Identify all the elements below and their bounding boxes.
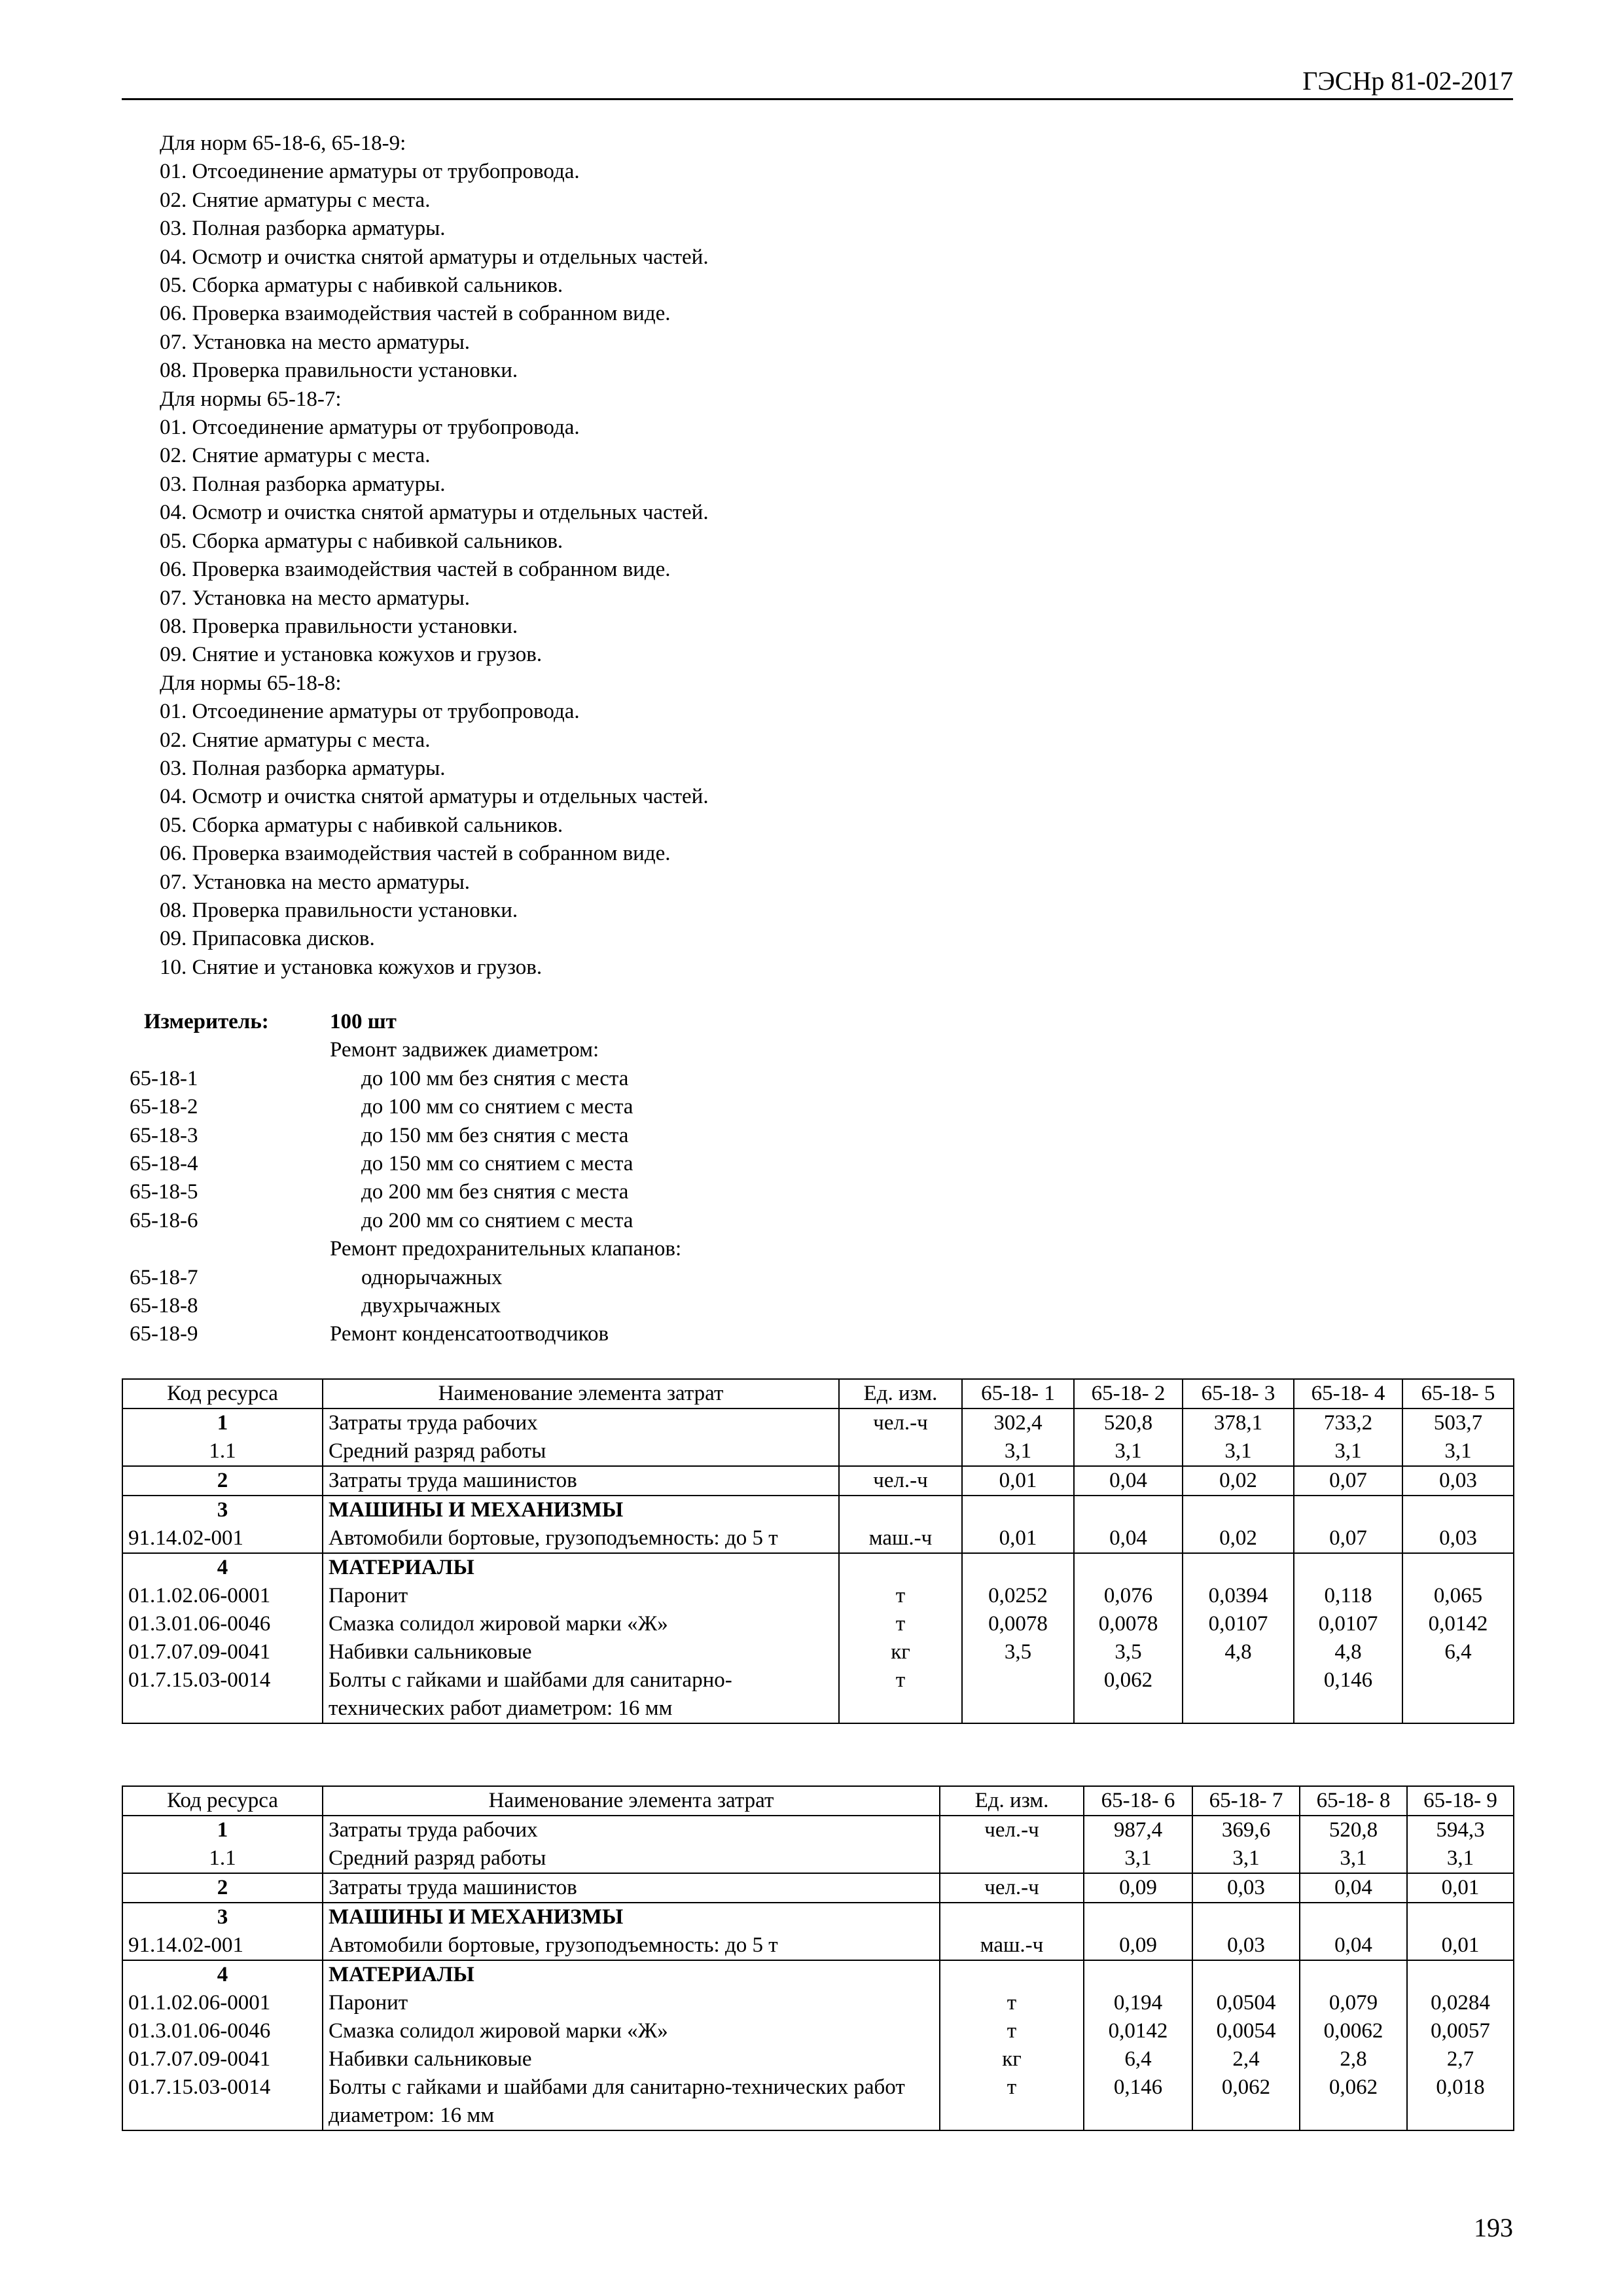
section-title: МАТЕРИАЛЫ xyxy=(323,1960,940,1989)
resource-value: 0,03 xyxy=(1192,1873,1300,1903)
op-line: 02. Снятие арматуры с места. xyxy=(160,444,431,468)
op-line: 03. Полная разборка арматуры. xyxy=(160,472,446,496)
resource-value: 0,0504 xyxy=(1192,1989,1300,2017)
col-header-norm: 65-18- 5 xyxy=(1402,1379,1514,1408)
op-line: 06. Проверка взаимодействия частей в собранном виде. xyxy=(160,558,671,582)
col-header-norm: 65-18- 1 xyxy=(962,1379,1074,1408)
resource-name: Затраты труда машинистов xyxy=(323,1466,839,1496)
resource-code: 3 xyxy=(122,1496,323,1524)
resource-value: 0,0142 xyxy=(1084,2017,1192,2045)
col-header-name: Наименование элемента затрат xyxy=(323,1379,839,1408)
table-row xyxy=(122,1638,1514,1666)
resource-unit: т xyxy=(940,2017,1084,2045)
resource-code: 2 xyxy=(122,1873,323,1903)
resource-unit xyxy=(940,1844,1084,1873)
table-row xyxy=(122,1873,1514,1903)
resource-value: 3,1 xyxy=(1402,1437,1514,1466)
resource-code: 01.3.01.06-0046 xyxy=(122,1610,323,1638)
operations-list xyxy=(160,130,709,982)
norm-code: 65-18-8 xyxy=(130,1293,198,1318)
resource-value: 0,0107 xyxy=(1294,1610,1402,1638)
resource-name: Паронит xyxy=(323,1989,940,2017)
resource-value: 0,146 xyxy=(1084,2073,1192,2130)
resource-unit: т xyxy=(839,1666,962,1723)
resource-value: 0,0062 xyxy=(1300,2017,1407,2045)
table-row xyxy=(122,1816,1514,1844)
resource-value: 3,5 xyxy=(962,1638,1074,1666)
resource-value: 0,04 xyxy=(1300,1931,1407,1960)
col-header-code: Код ресурса xyxy=(122,1786,323,1816)
op-line: Для норм 65-18-6, 65-18-9: xyxy=(160,132,406,155)
resource-name: Набивки сальниковые xyxy=(323,1638,839,1666)
col-header-code: Код ресурса xyxy=(122,1379,323,1408)
table-row xyxy=(122,1466,1514,1496)
resource-table-1 xyxy=(122,1378,1514,1724)
resource-code: 1.1 xyxy=(122,1844,323,1873)
resource-value: 3,5 xyxy=(1074,1638,1183,1666)
resource-value: 0,0054 xyxy=(1192,2017,1300,2045)
doc-code: ГЭСНр 81-02-2017 xyxy=(1302,66,1513,96)
resource-name: Автомобили бортовые, грузоподъемность: до 5 т xyxy=(323,1524,839,1553)
resource-unit: чел.-ч xyxy=(940,1816,1084,1844)
norm-description: однорычажных xyxy=(361,1265,503,1289)
resource-unit: чел.-ч xyxy=(940,1873,1084,1903)
norm-code: 65-18-4 xyxy=(130,1151,198,1175)
resource-value: 0,04 xyxy=(1300,1873,1407,1903)
resource-name: Затраты труда машинистов xyxy=(323,1873,940,1903)
col-header-norm: 65-18- 6 xyxy=(1084,1786,1192,1816)
resource-unit: маш.-ч xyxy=(940,1931,1084,1960)
resource-value: 0,03 xyxy=(1402,1524,1514,1553)
op-line: 05. Сборка арматуры с набивкой сальников. xyxy=(160,813,563,837)
norm-code: 65-18-1 xyxy=(130,1066,198,1090)
resource-code: 1 xyxy=(122,1816,323,1844)
table-row xyxy=(122,2073,1514,2130)
resource-value: 0,0284 xyxy=(1407,1989,1514,2017)
resource-unit: т xyxy=(839,1610,962,1638)
resource-unit: кг xyxy=(940,2045,1084,2073)
op-line: 01. Отсоединение арматуры от трубопровода. xyxy=(160,416,580,440)
resource-value: 987,4 xyxy=(1084,1816,1192,1844)
resource-unit xyxy=(839,1437,962,1466)
col-header-norm: 65-18- 8 xyxy=(1300,1786,1407,1816)
norm-code: 65-18-6 xyxy=(130,1208,198,1232)
resource-value: 733,2 xyxy=(1294,1408,1402,1437)
resource-value: 3,1 xyxy=(1084,1844,1192,1873)
resource-value: 0,01 xyxy=(962,1524,1074,1553)
resource-code: 2 xyxy=(122,1466,323,1496)
op-line: 05. Сборка арматуры с набивкой сальников. xyxy=(160,274,563,298)
op-line: 09. Припасовка дисков. xyxy=(160,927,375,951)
norm-description: до 100 мм со снятием с места xyxy=(361,1095,633,1119)
op-line: 08. Проверка правильности установки. xyxy=(160,614,518,638)
resource-value: 6,4 xyxy=(1084,2045,1192,2073)
table-row xyxy=(122,1666,1514,1723)
resource-value: 0,04 xyxy=(1074,1524,1183,1553)
resource-table-2 xyxy=(122,1785,1514,2131)
resource-name: Затраты труда рабочих xyxy=(323,1408,839,1437)
norm-group-title: Ремонт задвижек диаметром: xyxy=(330,1038,599,1062)
resource-value xyxy=(1183,1666,1294,1723)
col-header-norm: 65-18- 2 xyxy=(1074,1379,1183,1408)
resource-value: 0,0142 xyxy=(1402,1610,1514,1638)
norm-description: до 200 мм без снятия с места xyxy=(361,1180,629,1204)
op-line: 09. Снятие и установка кожухов и грузов. xyxy=(160,643,543,667)
op-line: 08. Проверка правильности установки. xyxy=(160,898,518,922)
resource-value: 3,1 xyxy=(1294,1437,1402,1466)
resource-code: 01.7.15.03-0014 xyxy=(122,2073,323,2130)
norm-description: до 200 мм со снятием с места xyxy=(361,1208,633,1232)
table-row xyxy=(122,1931,1514,1960)
op-line: 03. Полная разборка арматуры. xyxy=(160,217,446,241)
resource-value: 0,02 xyxy=(1183,1524,1294,1553)
resource-value: 0,065 xyxy=(1402,1582,1514,1610)
resource-value: 0,04 xyxy=(1074,1466,1183,1496)
resource-code: 01.7.07.09-0041 xyxy=(122,1638,323,1666)
op-line: 02. Снятие арматуры с места. xyxy=(160,728,431,752)
col-header-norm: 65-18- 3 xyxy=(1183,1379,1294,1408)
resource-unit: маш.-ч xyxy=(839,1524,962,1553)
op-line: 01. Отсоединение арматуры от трубопровода. xyxy=(160,160,580,184)
resource-value: 0,062 xyxy=(1074,1666,1183,1723)
table-row xyxy=(122,1582,1514,1610)
resource-code: 01.1.02.06-0001 xyxy=(122,1582,323,1610)
section-title: МАТЕРИАЛЫ xyxy=(323,1553,839,1582)
resource-value: 0,0078 xyxy=(962,1610,1074,1638)
op-line: Для нормы 65-18-8: xyxy=(160,671,342,695)
col-header-norm: 65-18- 7 xyxy=(1192,1786,1300,1816)
op-line: 04. Осмотр и очистка снятой арматуры и отдельных частей. xyxy=(160,785,709,809)
resource-name: Болты с гайками и шайбами для санитарно-технических работ диаметром: 16 мм xyxy=(323,2073,940,2130)
resource-value: 0,03 xyxy=(1402,1466,1514,1496)
norm-code: 65-18-7 xyxy=(130,1265,198,1289)
resource-name: Затраты труда рабочих xyxy=(323,1816,940,1844)
section-title: МАШИНЫ И МЕХАНИЗМЫ xyxy=(323,1903,940,1931)
table-row xyxy=(122,2017,1514,2045)
resource-name: Автомобили бортовые, грузоподъемность: до 5 т xyxy=(323,1931,940,1960)
norm-description: двухрычажных xyxy=(361,1293,501,1318)
resource-value: 0,09 xyxy=(1084,1873,1192,1903)
resource-name: Смазка солидол жировой марки «Ж» xyxy=(323,2017,940,2045)
resource-unit: т xyxy=(940,1989,1084,2017)
resource-unit: т xyxy=(839,1582,962,1610)
resource-value xyxy=(1402,1666,1514,1723)
resource-value: 3,1 xyxy=(1300,1844,1407,1873)
resource-value: 0,0078 xyxy=(1074,1610,1183,1638)
op-line: Для нормы 65-18-7: xyxy=(160,387,342,411)
resource-value: 0,09 xyxy=(1084,1931,1192,1960)
norm-group-title: Ремонт предохранительных клапанов: xyxy=(330,1237,682,1261)
op-line: 01. Отсоединение арматуры от трубопровода. xyxy=(160,700,580,724)
resource-name: Средний разряд работы xyxy=(323,1844,940,1873)
resource-name: Набивки сальниковые xyxy=(323,2045,940,2073)
resource-value: 520,8 xyxy=(1300,1816,1407,1844)
meter-block xyxy=(130,1008,681,1349)
resource-code: 91.14.02-001 xyxy=(122,1931,323,1960)
resource-value: 0,0057 xyxy=(1407,2017,1514,2045)
resource-value: 302,4 xyxy=(962,1408,1074,1437)
op-line: 10. Снятие и установка кожухов и грузов. xyxy=(160,955,543,979)
resource-value: 2,4 xyxy=(1192,2045,1300,2073)
norm-code: 65-18-3 xyxy=(130,1123,198,1147)
resource-code: 01.3.01.06-0046 xyxy=(122,2017,323,2045)
resource-code: 4 xyxy=(122,1960,323,1989)
table-row xyxy=(122,1437,1514,1466)
resource-code: 01.7.07.09-0041 xyxy=(122,2045,323,2073)
col-header-norm: 65-18- 9 xyxy=(1407,1786,1514,1816)
resource-value: 3,1 xyxy=(1192,1844,1300,1873)
op-line: 04. Осмотр и очистка снятой арматуры и отдельных частей. xyxy=(160,501,709,525)
op-line: 03. Полная разборка арматуры. xyxy=(160,756,446,780)
resource-code: 01.7.15.03-0014 xyxy=(122,1666,323,1723)
norm-description: до 150 мм со снятием с места xyxy=(361,1151,633,1175)
resource-name: Смазка солидол жировой марки «Ж» xyxy=(323,1610,839,1638)
norm-description: Ремонт конденсатоотводчиков xyxy=(330,1322,609,1346)
col-header-unit: Ед. изм. xyxy=(940,1786,1084,1816)
resource-value: 4,8 xyxy=(1294,1638,1402,1666)
resource-value: 594,3 xyxy=(1407,1816,1514,1844)
op-line: 06. Проверка взаимодействия частей в собранном виде. xyxy=(160,842,671,866)
resource-unit: кг xyxy=(839,1638,962,1666)
section-title: МАШИНЫ И МЕХАНИЗМЫ xyxy=(323,1496,839,1524)
resource-value: 378,1 xyxy=(1183,1408,1294,1437)
resource-value: 0,01 xyxy=(1407,1931,1514,1960)
norm-description: до 100 мм без снятия с места xyxy=(361,1066,629,1090)
norm-code: 65-18-9 xyxy=(130,1322,198,1346)
resource-value: 0,194 xyxy=(1084,1989,1192,2017)
page-number: 193 xyxy=(1474,2213,1513,2242)
resource-value: 3,1 xyxy=(962,1437,1074,1466)
resource-code: 3 xyxy=(122,1903,323,1931)
op-line: 07. Установка на место арматуры. xyxy=(160,330,470,354)
resource-value: 3,1 xyxy=(1074,1437,1183,1466)
resource-name: Болты с гайками и шайбами для санитарно-технических работ диаметром: 16 мм xyxy=(323,1666,839,1723)
meter-unit: 100 шт xyxy=(330,1010,397,1033)
resource-value: 0,146 xyxy=(1294,1666,1402,1723)
table-row xyxy=(122,1496,1514,1524)
resource-value: 2,8 xyxy=(1300,2045,1407,2073)
resource-value: 0,118 xyxy=(1294,1582,1402,1610)
resource-value: 0,0394 xyxy=(1183,1582,1294,1610)
table-row xyxy=(122,1610,1514,1638)
meter-label: Измеритель: xyxy=(144,1010,269,1033)
op-line: 06. Проверка взаимодействия частей в собранном виде. xyxy=(160,302,671,326)
resource-value: 0,062 xyxy=(1192,2073,1300,2130)
table-row xyxy=(122,1844,1514,1873)
resource-value: 0,01 xyxy=(1407,1873,1514,1903)
table-row xyxy=(122,1903,1514,1931)
resource-value: 369,6 xyxy=(1192,1816,1300,1844)
resource-unit: т xyxy=(940,2073,1084,2130)
header-rule xyxy=(122,98,1513,100)
resource-value: 6,4 xyxy=(1402,1638,1514,1666)
resource-code: 91.14.02-001 xyxy=(122,1524,323,1553)
resource-value: 0,02 xyxy=(1183,1466,1294,1496)
resource-unit: чел.-ч xyxy=(839,1466,962,1496)
resource-value: 4,8 xyxy=(1183,1638,1294,1666)
norm-code: 65-18-2 xyxy=(130,1095,198,1119)
table-row xyxy=(122,1989,1514,2017)
resource-value: 0,018 xyxy=(1407,2073,1514,2130)
resource-name: Паронит xyxy=(323,1582,839,1610)
table-row xyxy=(122,2045,1514,2073)
table-header-row xyxy=(122,1379,1514,1408)
resource-value: 520,8 xyxy=(1074,1408,1183,1437)
resource-code: 1 xyxy=(122,1408,323,1437)
resource-code: 1.1 xyxy=(122,1437,323,1466)
col-header-name: Наименование элемента затрат xyxy=(323,1786,940,1816)
resource-name: Средний разряд работы xyxy=(323,1437,839,1466)
resource-value: 0,0107 xyxy=(1183,1610,1294,1638)
norm-code: 65-18-5 xyxy=(130,1180,198,1204)
norm-description: до 150 мм без снятия с места xyxy=(361,1123,629,1147)
op-line: 04. Осмотр и очистка снятой арматуры и отдельных частей. xyxy=(160,245,709,269)
table-row xyxy=(122,1524,1514,1553)
op-line: 02. Снятие арматуры с места. xyxy=(160,188,431,212)
op-line: 08. Проверка правильности установки. xyxy=(160,359,518,383)
op-line: 07. Установка на место арматуры. xyxy=(160,870,470,894)
resource-value xyxy=(962,1666,1074,1723)
resource-value: 0,062 xyxy=(1300,2073,1407,2130)
resource-value: 503,7 xyxy=(1402,1408,1514,1437)
resource-value: 0,076 xyxy=(1074,1582,1183,1610)
table-header-row xyxy=(122,1786,1514,1816)
resource-value: 0,0252 xyxy=(962,1582,1074,1610)
resource-value: 0,079 xyxy=(1300,1989,1407,2017)
col-header-norm: 65-18- 4 xyxy=(1294,1379,1402,1408)
resource-unit: чел.-ч xyxy=(839,1408,962,1437)
col-header-unit: Ед. изм. xyxy=(839,1379,962,1408)
resource-code: 01.1.02.06-0001 xyxy=(122,1989,323,2017)
resource-code: 4 xyxy=(122,1553,323,1582)
resource-value: 3,1 xyxy=(1183,1437,1294,1466)
resource-value: 0,07 xyxy=(1294,1466,1402,1496)
table-row xyxy=(122,1960,1514,1989)
resource-value: 3,1 xyxy=(1407,1844,1514,1873)
table-row xyxy=(122,1553,1514,1582)
resource-value: 0,03 xyxy=(1192,1931,1300,1960)
op-line: 05. Сборка арматуры с набивкой сальников. xyxy=(160,529,563,553)
resource-value: 2,7 xyxy=(1407,2045,1514,2073)
op-line: 07. Установка на место арматуры. xyxy=(160,586,470,610)
table-row xyxy=(122,1408,1514,1437)
resource-value: 0,01 xyxy=(962,1466,1074,1496)
resource-value: 0,07 xyxy=(1294,1524,1402,1553)
